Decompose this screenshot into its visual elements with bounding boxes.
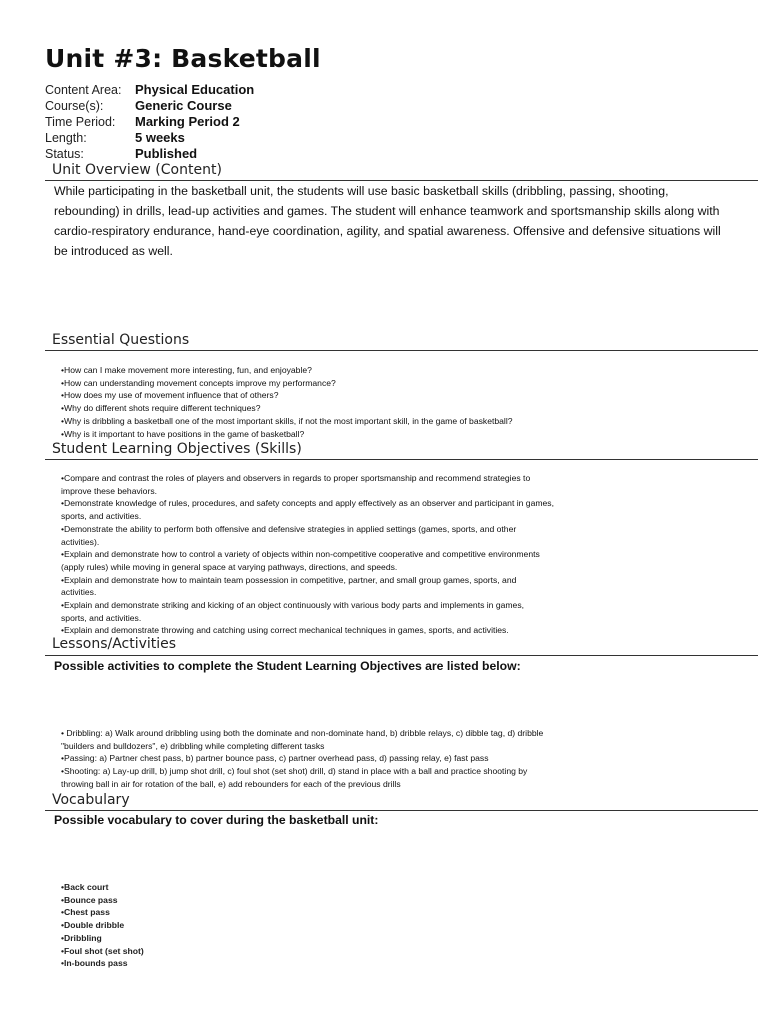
essential-questions-list bbox=[61, 364, 513, 440]
list-line: activities). bbox=[61, 536, 100, 547]
vocabulary-list bbox=[61, 881, 144, 970]
list-item: •Bounce pass bbox=[61, 894, 118, 905]
page-title: Unit #3: Basketball bbox=[45, 44, 321, 73]
meta-label: Content Area: bbox=[45, 83, 122, 97]
list-item: •Double dribble bbox=[61, 920, 125, 931]
meta-label: Length: bbox=[45, 131, 87, 145]
list-line: •Demonstrate knowledge of rules, procedures, and safety concepts and apply effectively as an observer and participant in games, bbox=[61, 498, 554, 509]
lessons-list bbox=[61, 727, 543, 791]
meta-value: Physical Education bbox=[135, 82, 255, 97]
list-item: •Why is it important to have positions in the game of basketball? bbox=[61, 428, 305, 439]
list-item: •How does my use of movement influence that of others? bbox=[61, 390, 279, 401]
section-divider bbox=[45, 655, 758, 656]
section-heading-objectives: Student Learning Objectives (Skills) bbox=[52, 441, 302, 457]
section-divider bbox=[45, 459, 758, 460]
meta-row-length bbox=[45, 130, 254, 146]
list-line: "builders and bulldozers", e) dribbling while completing different tasks bbox=[61, 740, 325, 751]
meta-label: Status: bbox=[45, 147, 84, 161]
meta-row-content-area bbox=[45, 82, 254, 98]
list-line: •Explain and demonstrate throwing and catching using correct mechanical techniques in games, sports, and activities. bbox=[61, 625, 509, 636]
list-item: •Why is dribbling a basketball one of the most important skills, if not the most important skill, in the game of basketball? bbox=[61, 415, 513, 426]
list-item: •In-bounds pass bbox=[61, 958, 128, 969]
meta-row-status bbox=[45, 146, 254, 162]
list-item: •Back court bbox=[61, 882, 109, 892]
meta-label: Time Period: bbox=[45, 115, 116, 129]
objectives-list bbox=[61, 472, 554, 637]
meta-value: Published bbox=[135, 146, 198, 161]
meta-value: Marking Period 2 bbox=[135, 114, 240, 129]
meta-row-time-period bbox=[45, 114, 254, 130]
list-line: •Compare and contrast the roles of players and observers in regards to proper sportsmanship and recommend strategies to bbox=[61, 473, 531, 483]
list-item: •Why do different shots require different techniques? bbox=[61, 403, 261, 414]
meta-value: Generic Course bbox=[135, 98, 232, 113]
meta-row-courses bbox=[45, 98, 254, 114]
list-line: (apply rules) while moving in general space at varying pathways, directions, and speeds. bbox=[61, 561, 398, 572]
meta-label: Course(s): bbox=[45, 99, 104, 113]
list-line: • Dribbling: a) Walk around dribbling using both the dominate and non-dominate hand, b) dribble relays, c) dibble tag, d) dribble bbox=[61, 728, 544, 738]
list-line: •Demonstrate the ability to perform both offensive and defensive strategies in applied settings (games, sports, and other bbox=[61, 523, 517, 534]
section-heading-overview: Unit Overview (Content) bbox=[52, 162, 222, 178]
section-heading-lessons: Lessons/Activities bbox=[52, 636, 177, 652]
section-heading-vocabulary: Vocabulary bbox=[52, 792, 130, 808]
list-line: sports, and activities. bbox=[61, 612, 142, 623]
list-item: •Foul shot (set shot) bbox=[61, 945, 144, 956]
list-line: throwing ball in air for rotation of the ball, e) add rebounders for each of the previous drills bbox=[61, 778, 401, 789]
list-line: improve these behaviors. bbox=[61, 485, 158, 496]
list-line: •Explain and demonstrate striking and kicking of an object continuously with various body parts and implements in games, bbox=[61, 600, 525, 611]
overview-text: While participating in the basketball unit, the students will use basic basketball skills (dribbling, passing, shooting, rebounding) in drills, lead-up activities and games. The student will enhance teamwork and sportsmanship skills along with cardio-respiratory endurance, hand-eye coordination, agility, and spatial awareness. Offensive and defensive situations will be introduced as well. bbox=[54, 184, 721, 258]
list-line: sports, and activities. bbox=[61, 511, 142, 522]
section-heading-essential-questions: Essential Questions bbox=[52, 332, 190, 348]
list-line: •Explain and demonstrate how to maintain team possession in competitive, partner, and small group games, sports, and bbox=[61, 574, 517, 585]
section-divider bbox=[45, 810, 758, 811]
lessons-lead-text: Possible activities to complete the Student Learning Objectives are listed below: bbox=[54, 659, 521, 673]
list-line: activities. bbox=[61, 587, 97, 598]
unit-metadata bbox=[45, 82, 254, 162]
list-item: •How can understanding movement concepts improve my performance? bbox=[61, 377, 336, 388]
list-item: •Dribbling bbox=[61, 932, 102, 943]
section-divider bbox=[45, 350, 758, 351]
list-item: •How can I make movement more interesting, fun, and enjoyable? bbox=[61, 365, 312, 375]
list-line: •Shooting: a) Lay-up drill, b) jump shot drill, c) foul shot (set shot) drill, d) stand in place with a ball and practice shooting by bbox=[61, 766, 528, 777]
meta-value: 5 weeks bbox=[135, 130, 185, 145]
vocabulary-lead-text: Possible vocabulary to cover during the basketball unit: bbox=[54, 813, 379, 827]
list-line: •Explain and demonstrate how to control a variety of objects within non-competitive cooperative and competitive environments bbox=[61, 549, 540, 560]
list-item: •Chest pass bbox=[61, 907, 110, 918]
list-line: •Passing: a) Partner chest pass, b) partner bounce pass, c) partner overhead pass, d) passing relay, e) fast pass bbox=[61, 753, 489, 764]
